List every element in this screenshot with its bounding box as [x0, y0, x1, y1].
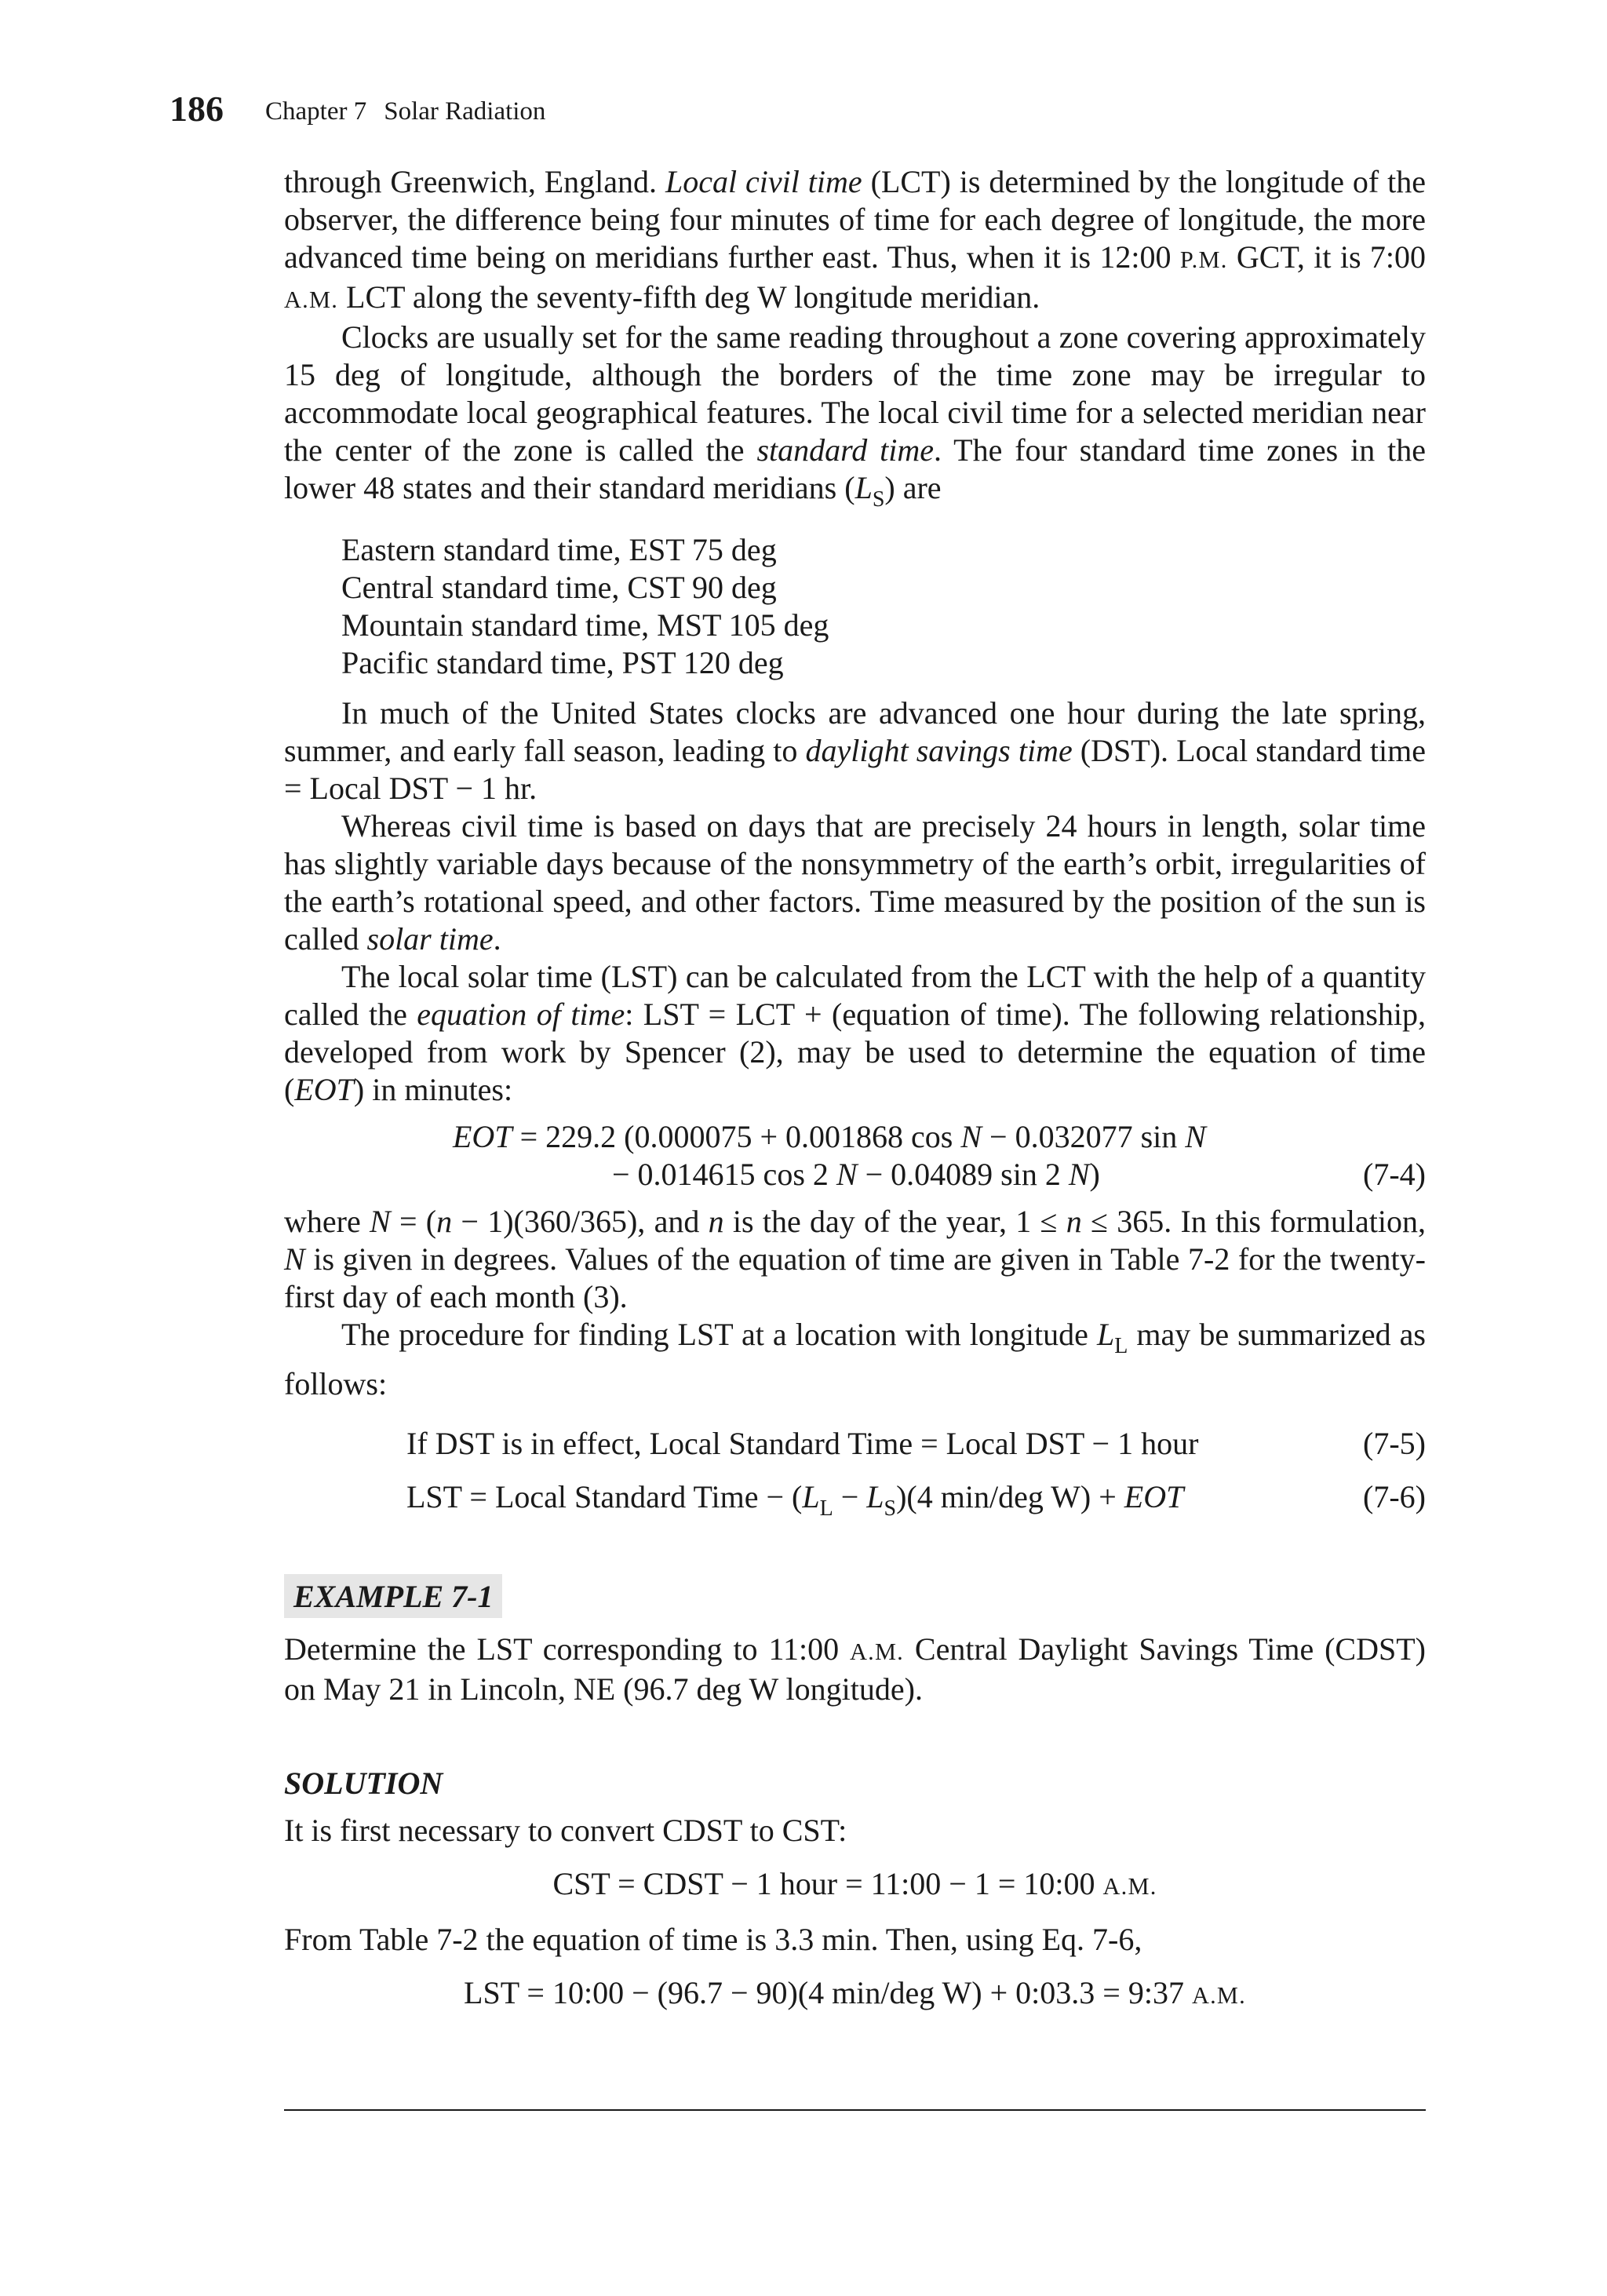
text-run: LCT along the seventy-fifth deg W longitude meridian.	[338, 279, 1040, 315]
equation-line-1	[453, 1118, 1206, 1156]
equation-number: (7-6)	[1363, 1478, 1426, 1514]
symbol-eot: EOT	[294, 1071, 354, 1107]
page-number: 186	[169, 89, 224, 129]
equation-7-6	[284, 1478, 1426, 1521]
equation-number: (7-5)	[1363, 1425, 1426, 1461]
time-zone-item: Central standard time, CST 90 deg	[341, 569, 777, 605]
symbol-n-lower: n	[708, 1203, 724, 1239]
paragraph-solar-time	[284, 807, 1426, 958]
text-run: − 0.04089 sin 2	[857, 1156, 1069, 1192]
small-caps-am: A.M.	[849, 1638, 904, 1665]
text-run: = (	[390, 1203, 437, 1239]
subscript-l: L	[1114, 1333, 1128, 1358]
example-title: EXAMPLE 7-1	[293, 1578, 494, 1614]
term-standard-time: standard time	[756, 432, 934, 468]
subscript-l: L	[819, 1496, 833, 1521]
equation-line-2	[612, 1156, 1100, 1194]
text-run: −	[833, 1478, 867, 1514]
paragraph-procedure	[284, 1316, 1426, 1403]
term-local-civil-time: Local civil time	[665, 164, 862, 199]
text-run: Clocks are usually set for the same reading throughout a zone covering approximately 15 deg of longitude, although the borders of the time zone may be irregular to accommodate local geographical features. The local civil time for a selected meridian near the center of the zone is called the	[284, 319, 1426, 468]
symbol-n: N	[1068, 1156, 1090, 1192]
text-run: Whereas civil time is based on days that are precisely 24 hours in length, solar time has slightly variable days because of the nonsymmetry of the earth’s orbit, irregularities of the earth’s rotational speed, and other factors. Time measured by the position of the sun is called	[284, 807, 1426, 957]
text-run: is given in degrees. Values of the equation of time are given in Table 7-2 for the twenty-first day of each month (3).	[284, 1241, 1426, 1314]
symbol-l: L	[866, 1478, 884, 1514]
text-run: ≤ 365. In this formulation,	[1081, 1203, 1427, 1239]
chapter-label: Chapter 7	[265, 97, 367, 126]
paragraph-dst	[284, 694, 1426, 807]
equation-7-5	[284, 1425, 1426, 1463]
equation-7-4	[284, 1118, 1426, 1194]
example-heading	[284, 1574, 502, 1618]
symbol-n-lower: n	[436, 1203, 453, 1239]
text-run: .	[493, 920, 501, 957]
text-run: through Greenwich, England.	[284, 164, 665, 199]
text-run: ) in minutes:	[353, 1071, 513, 1107]
symbol-n: N	[370, 1203, 391, 1239]
text-run: )(4 min/deg W) +	[896, 1478, 1124, 1514]
paragraph-standard-time	[284, 319, 1426, 519]
symbol-n: N	[1185, 1118, 1206, 1154]
text-run: : LST = LCT + (equation of time). The following relationship, developed from work by Spencer (2), may be used to determine the equation of time (	[284, 996, 1426, 1107]
time-zone-list	[341, 531, 1426, 682]
paragraph-equation-of-time	[284, 958, 1426, 1109]
text-run: Central Daylight Savings Time (CDST) on May 21 in Lincoln, NE (96.7 deg W longitude).	[284, 1631, 1426, 1707]
solution-line-1: It is first necessary to convert CDST to CST:	[284, 1812, 847, 1848]
text-run: In much of the United States clocks are advanced one hour during the late spring, summer, and early fall season, leading to	[284, 694, 1426, 768]
text-run: where	[284, 1203, 370, 1239]
text-run: = 229.2 (0.000075 + 0.001868 cos	[512, 1118, 961, 1154]
chapter-title: Solar Radiation	[384, 97, 546, 126]
solution-equation-2	[284, 1974, 1426, 2014]
chapter-heading	[265, 97, 545, 126]
symbol-n-lower: n	[1066, 1203, 1082, 1239]
symbol-n: N	[284, 1241, 305, 1277]
text-run: GCT, it is 7:00	[1227, 239, 1426, 275]
symbol-l: L	[855, 470, 873, 505]
text-run: )	[1089, 1156, 1100, 1192]
small-caps-pm: P.M.	[1179, 246, 1228, 273]
text-run: LST = Local Standard Time − (	[406, 1478, 803, 1514]
term-daylight-savings-time: daylight savings time	[805, 732, 1073, 768]
small-caps-am: A.M.	[284, 286, 339, 313]
body-text	[284, 163, 1426, 2030]
paragraph-lct	[284, 163, 1426, 319]
text-run: The local solar time (LST) can be calculated from the LCT with the help of a quantity called the	[284, 958, 1426, 1032]
example-statement	[284, 1631, 1426, 1708]
equation-number: (7-4)	[1363, 1156, 1426, 1192]
small-caps-am: A.M.	[1102, 1872, 1157, 1900]
equation-text	[406, 1478, 1183, 1528]
solution-heading: SOLUTION	[284, 1765, 443, 1801]
small-caps-am: A.M.	[1191, 1981, 1246, 2009]
term-equation-of-time: equation of time	[417, 996, 625, 1032]
text-run: Determine the LST corresponding to 11:00	[284, 1631, 850, 1667]
text-run: CST = CDST − 1 hour = 11:00 − 1 = 10:00	[552, 1865, 1103, 1901]
symbol-eot: EOT	[453, 1118, 512, 1154]
example-end-rule	[284, 2109, 1426, 2111]
text-run: (LCT) is determined by the longitude of the observer, the difference being four minutes of time for each degree of longitude, the more advanced time being on meridians further east. Thus, when it is 12:00	[284, 164, 1427, 275]
symbol-l: L	[802, 1478, 820, 1514]
text-run: − 0.014615 cos 2	[612, 1156, 836, 1192]
subscript-s: S	[872, 487, 885, 512]
time-zone-item: Pacific standard time, PST 120 deg	[341, 644, 784, 680]
term-solar-time: solar time	[366, 920, 494, 957]
subscript-s: S	[884, 1496, 897, 1521]
text-run: − 1)(360/365), and	[452, 1203, 709, 1239]
symbol-n: N	[960, 1118, 982, 1154]
solution-line-2: From Table 7-2 the equation of time is 3.3 min. Then, using Eq. 7-6,	[284, 1921, 1142, 1957]
text-run: is the day of the year, 1 ≤	[723, 1203, 1066, 1239]
time-zone-item: Mountain standard time, MST 105 deg	[341, 607, 829, 643]
text-run: − 0.032077 sin	[982, 1118, 1186, 1154]
symbol-l: L	[1096, 1316, 1115, 1352]
symbol-eot: EOT	[1124, 1478, 1184, 1514]
paragraph-where-n	[284, 1203, 1426, 1316]
symbol-n: N	[836, 1156, 858, 1192]
time-zone-item: Eastern standard time, EST 75 deg	[341, 531, 777, 567]
text-run: LST = 10:00 − (96.7 − 90)(4 min/deg W) + 0:03.3 = 9:37	[464, 1974, 1192, 2010]
text-run: The procedure for finding LST at a location with longitude	[341, 1316, 1097, 1352]
text-run: ) are	[884, 470, 942, 505]
solution-equation-1	[284, 1865, 1426, 1905]
text-run: (DST). Local standard time = Local DST − 1 hr.	[284, 732, 1426, 806]
text-run: . The four standard time zones in the lower 48 states and their standard meridians (	[284, 432, 1427, 505]
text-run: may be summarized as follows:	[284, 1316, 1427, 1401]
equation-text: If DST is in effect, Local Standard Time = Local DST − 1 hour	[406, 1425, 1199, 1461]
